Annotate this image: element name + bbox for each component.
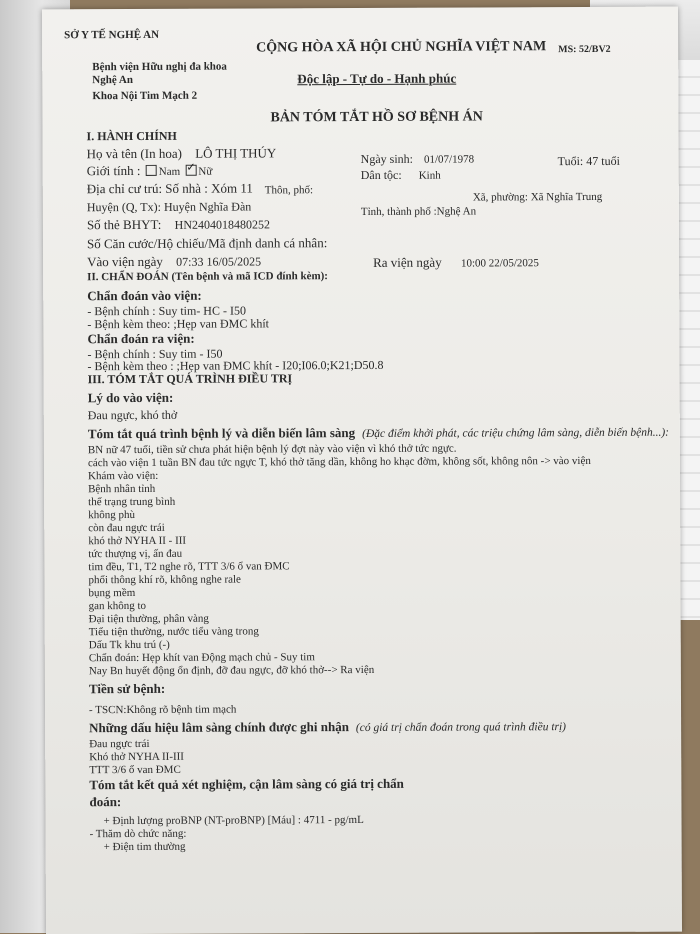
form-code: MS: 52/BV2 (558, 43, 611, 56)
ethnic-row (361, 169, 441, 183)
process-line: Nay Bn huyết động ổn định, đỡ đau ngực, đỡ khó thở--> Ra viện (88, 663, 375, 678)
admit-diagnosis-heading: Chẩn đoán vào viện: (87, 287, 202, 304)
insurance-value: HN2404018480252 (174, 217, 271, 232)
process-line: tức thượng vị, ấn đau (88, 547, 183, 561)
village-label: Thôn, phố: (264, 184, 314, 197)
process-line: khó thở NYHA II - III (88, 534, 187, 548)
tests-line: + Định lượng proBNP (NT-proBNP) [Máu] : 4711 - pg/mL (103, 813, 364, 828)
reason-heading: Lý do vào viện: (87, 389, 174, 406)
id-number-label: Số Căn cước/Hộ chiếu/Mã định danh cá nhân: (86, 235, 328, 252)
district-value: Huyện (Q, Tx): Huyện Nghĩa Đàn (86, 199, 252, 215)
tests-line: - Thăm dò chức năng: (89, 827, 187, 841)
medical-record-sheet (42, 7, 682, 934)
dob-label: Ngày sinh: (360, 151, 414, 167)
dob-row (361, 153, 475, 167)
process-line: tim đều, T1, T2 nghe rõ, TTT 3/6 ổ van ĐMC (88, 560, 290, 574)
insurance-row (87, 217, 270, 233)
tests-line: + Điện tim thường (103, 840, 186, 854)
process-line: phổi thông khí rõ, không nghe rale (88, 573, 241, 587)
discharge-row (373, 255, 539, 271)
discharge-diagnosis-heading: Chẩn đoán ra viện: (87, 330, 195, 347)
section-diagnosis-heading: II. CHẨN ĐOÁN (Tên bệnh và mã ICD đính kèm): (87, 270, 328, 284)
signs-note: (có giá trị chẩn đoán trong quá trình điều trị) (355, 721, 567, 735)
gender-female-checkbox[interactable] (185, 165, 196, 176)
tests-heading-line1: Tóm tắt kết quả xét nghiệm, cận lâm sàng có giá trị chẩn (89, 775, 404, 793)
commune-value: Xã, phường: Xã Nghĩa Trung (472, 190, 603, 204)
process-heading: Tóm tắt quá trình bệnh lý và diễn biến lâm sàng (87, 425, 356, 442)
process-line: Chẩn đoán: Hẹp khít van Động mạch chủ - Suy tim (88, 651, 315, 665)
process-line: Khám vào viện: (87, 469, 159, 483)
gender-female-label: Nữ (198, 165, 213, 178)
insurance-label: Số thẻ BHYT: (86, 216, 162, 233)
patient-name-label: Họ và tên (In hoa) (86, 145, 182, 162)
process-line: Dấu Tk khu trú (-) (88, 638, 170, 652)
gender-row (87, 164, 213, 179)
province-value: Tỉnh, thành phố :Nghệ An (360, 205, 477, 219)
gender-male-label: Nam (158, 165, 181, 178)
history-value: - TSCN:Không rõ bệnh tim mạch (89, 703, 237, 717)
admit-label: Vào viện ngày (87, 253, 163, 270)
hospital-name-line1: Bệnh viện Hữu nghị đa khoa (92, 60, 227, 74)
ethnic-value: Kinh (418, 169, 441, 182)
dob-value: 01/07/1978 (423, 153, 475, 166)
signs-heading-row (89, 719, 566, 736)
department-name: Khoa Nội Tim Mạch 2 (92, 89, 198, 103)
admit-diagnosis-sub: - Bệnh kèm theo: ;Hẹp van ĐMC khít (87, 316, 270, 332)
tests-heading-line2: đoán: (89, 794, 122, 810)
hospital-name-line2: Nghệ An (92, 73, 133, 87)
signs-line: Đau ngực trái (89, 737, 150, 751)
process-line: không phù (88, 508, 135, 522)
admit-diagnosis-main: - Bệnh chính : Suy tim- HC - I50 (87, 303, 246, 319)
republic-title: CỘNG HÒA XÃ HỘI CHỦ NGHĨA VIỆT NAM (256, 39, 547, 56)
process-line: bụng mềm (88, 586, 136, 600)
signs-line: TTT 3/6 ổ van ĐMC (89, 763, 181, 777)
process-line: thể trạng trung bình (88, 495, 176, 509)
discharge-diagnosis-sub: - Bệnh kèm theo : ;Hẹp van ĐMC khít - I20;I06.0;K21;D50.8 (87, 357, 384, 374)
discharge-diagnosis-main: - Bệnh chính : Suy tim - I50 (87, 346, 223, 362)
process-note: (Đặc điểm khởi phát, các triệu chứng lâm sàng, diễn biến bệnh...): (362, 426, 670, 440)
patient-name-value: LÔ THỊ THÚY (195, 145, 277, 161)
process-line: gan không to (88, 599, 147, 613)
signs-line: Khó thở NYHA II-III (89, 750, 184, 764)
process-line: Tiểu tiện thường, nước tiểu vàng trong (88, 625, 259, 639)
admit-value: 07:33 16/05/2025 (176, 254, 262, 269)
process-line: cách vào viện 1 tuần BN đau tức ngực T, khó thở tăng dần, không ho khạc đờm, không sốt, không nôn -> vào viện (87, 455, 591, 470)
gender-male-checkbox[interactable] (146, 165, 157, 176)
ethnic-label: Dân tộc: (360, 167, 402, 183)
reason-value: Đau ngực, khó thở (87, 407, 178, 423)
section-admin-heading: I. HÀNH CHÍNH (86, 128, 177, 144)
patient-name-row (87, 146, 277, 162)
process-line: Đại tiện thường, phân vàng (88, 612, 209, 626)
national-motto: Độc lập - Tự do - Hạnh phúc (297, 70, 457, 87)
signs-heading: Những dấu hiệu lâm sàng chính được ghi nhận (89, 719, 349, 736)
process-line: còn đau ngực trái (88, 521, 165, 535)
discharge-label: Ra viện ngày (373, 254, 442, 270)
process-heading-row (88, 425, 669, 443)
age-value: Tuổi: 47 tuổi (557, 153, 620, 169)
address-line: Địa chỉ cư trú: Số nhà : Xóm 11 (86, 180, 253, 197)
org-name: SỞ Y TẾ NGHỆ AN (64, 28, 160, 42)
document-title: BẢN TÓM TẮT HỒ SƠ BỆNH ÁN (270, 109, 483, 126)
process-line: Bệnh nhân tỉnh (88, 482, 156, 496)
process-line: BN nữ 47 tuổi, tiền sử chưa phát hiện bệnh lý đợt này vào viện vì khó thở tức ngực. (87, 442, 457, 457)
section-summary-heading: III. TÓM TẮT QUÁ TRÌNH ĐIỀU TRỊ (87, 371, 293, 387)
admit-row (87, 254, 261, 270)
discharge-value: 10:00 22/05/2025 (460, 257, 539, 270)
history-heading: Tiền sử bệnh: (88, 680, 166, 697)
gender-label: Giới tính : (86, 162, 141, 179)
